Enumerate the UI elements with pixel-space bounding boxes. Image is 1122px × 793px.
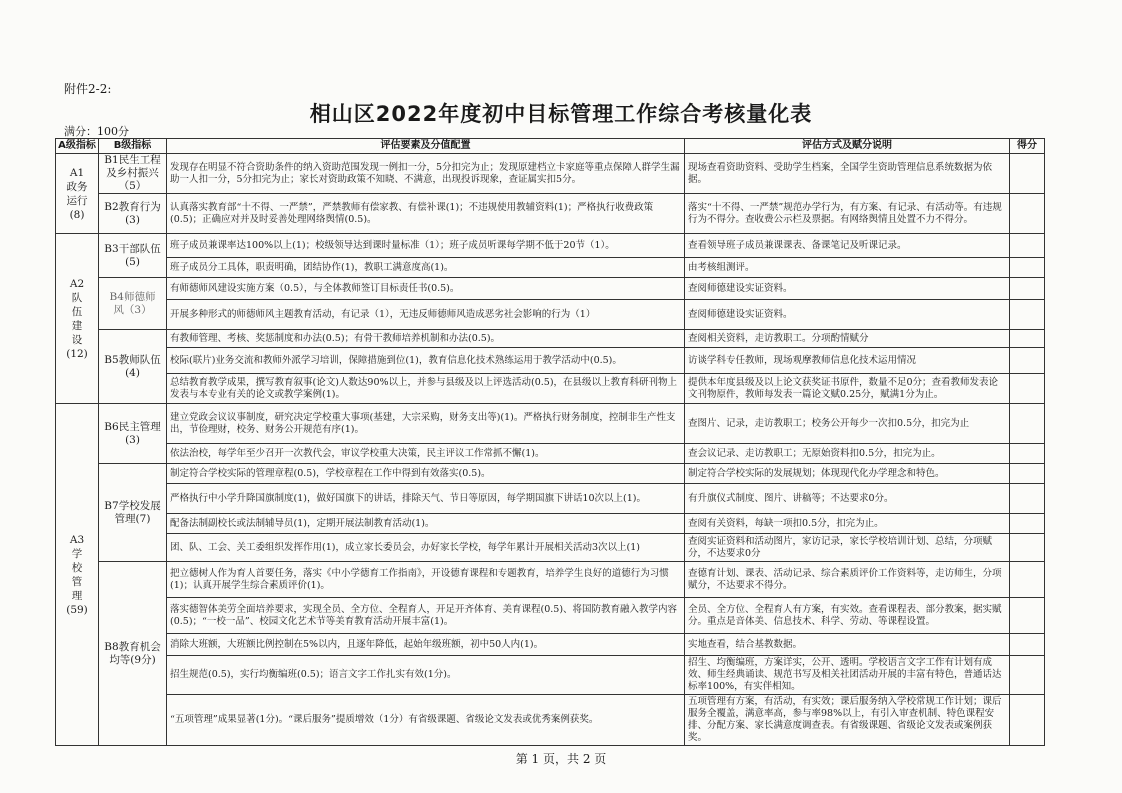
table-row bbox=[56, 695, 1045, 746]
requirement-cell: 班子成员兼课率达100%以上(1)；校级领导达到课时量标准（1）；班子成员听课每学期不低于20节（1）。 bbox=[167, 234, 685, 258]
table-row bbox=[56, 154, 1045, 194]
method-cell: 访谈学科专任教师，现场观摩教师信息化技术运用情况 bbox=[685, 348, 1010, 374]
score-cell bbox=[1010, 330, 1045, 348]
method-cell: 五项管理有方案，有活动，有实效；课后服务纳入学校常规工作计划；课后服务全覆盖，满意率高，参与率98%以上，有引入审查机制、特色课程安排、分配方案、家长满意度调查表。有省级课题、省级论文发表或案例获奖。 bbox=[685, 695, 1010, 746]
header-b-level: B级指标 bbox=[99, 139, 167, 154]
method-cell: 查德育计划、课表、活动记录、综合素质评价工作资料等，走访师生，分项赋分，不达要求不得分。 bbox=[685, 562, 1010, 598]
b-level-cell: B7学校发展 管理(7) bbox=[99, 464, 167, 562]
table-row bbox=[56, 514, 1045, 534]
score-cell bbox=[1010, 404, 1045, 444]
table-row bbox=[56, 634, 1045, 656]
method-cell: 现场查看资助资料、受助学生档案，全国学生资助管理信息系统数据为依据。 bbox=[685, 154, 1010, 194]
method-cell: 查图片、记录，走访教职工；校务公开每少一次扣0.5分，扣完为止 bbox=[685, 404, 1010, 444]
score-cell bbox=[1010, 374, 1045, 404]
a-level-cell: A1 政务 运行 (8) bbox=[56, 154, 99, 234]
method-cell: 查阅师德建设实证资料。 bbox=[685, 300, 1010, 330]
requirement-cell: 建立党政会议议事制度，研究决定学校重大事项(基建，大宗采购，财务支出等)(1)。严格执行财务制度，控制非生产性支出，节俭理财，校务、财务公开规范有序(1)。 bbox=[167, 404, 685, 444]
requirement-cell: 配备法制副校长或法制辅导员(1)，定期开展法制教育活动(1)。 bbox=[167, 514, 685, 534]
requirement-cell: 落实德智体美劳全面培养要求，实现全员、全方位、全程育人，开足开齐体育、美育课程(0.5)、将国防教育融入教学内容(0.5)；“一校一品”、校园文化艺术节等美育教育活动开展丰富(1)。 bbox=[167, 598, 685, 634]
method-cell: 制定符合学校实际的发展规划；体现现代化办学理念和特色。 bbox=[685, 464, 1010, 484]
b-level-cell: B2教育行为 (3) bbox=[99, 194, 167, 234]
score-cell bbox=[1010, 300, 1045, 330]
score-cell bbox=[1010, 695, 1045, 746]
method-cell: 实地查看，结合基教数据。 bbox=[685, 634, 1010, 656]
requirement-cell: 依法治校，每学年至少召开一次教代会，审议学校重大决策，民主评议工作常抓不懈(1)。 bbox=[167, 444, 685, 464]
attachment-label: 附件2-2: bbox=[64, 82, 112, 96]
requirement-cell: 校际(联片)业务交流和教师外派学习培训，保障措施到位(1)，教育信息化技术熟练运用于教学活动中(0.5)。 bbox=[167, 348, 685, 374]
table-row bbox=[56, 656, 1045, 695]
b-level-cell: B4师德师 风（3） bbox=[99, 278, 167, 330]
page-title: 相山区2022年度初中目标管理工作综合考核量化表 bbox=[309, 102, 813, 126]
header-method: 评估方式及赋分说明 bbox=[685, 139, 1010, 154]
method-cell: 查阅师德建设实证资料。 bbox=[685, 278, 1010, 300]
table-row bbox=[56, 598, 1045, 634]
score-cell bbox=[1010, 484, 1045, 514]
table-row bbox=[56, 194, 1045, 234]
score-cell bbox=[1010, 562, 1045, 598]
score-cell bbox=[1010, 194, 1045, 234]
method-cell: 查会议记录、走访教职工；无原始资料扣0.5分，扣完为止。 bbox=[685, 444, 1010, 464]
b-level-cell: B3干部队伍 (5) bbox=[99, 234, 167, 278]
table-row bbox=[56, 348, 1045, 374]
assessment-table bbox=[55, 138, 1045, 746]
table-row bbox=[56, 484, 1045, 514]
table-row bbox=[56, 300, 1045, 330]
score-cell bbox=[1010, 278, 1045, 300]
requirement-cell: 开展多种形式的师德师风主题教育活动，有记录（1），无违反师德师风造成恶劣社会影响的行为（1） bbox=[167, 300, 685, 330]
score-cell bbox=[1010, 444, 1045, 464]
table-row bbox=[56, 534, 1045, 562]
method-cell: 查看领导班子成员兼课课表、备课笔记及听课记录。 bbox=[685, 234, 1010, 258]
full-score-label: 满分：100分 bbox=[64, 125, 129, 138]
method-cell: 招生、均衡编班，方案详实，公开、透明。学校语言文字工作有计划有成效、师生经典诵读、规范书写及相关社团活动开展的丰富有特色，普通话达标率100%，有实伴相知。 bbox=[685, 656, 1010, 695]
method-cell: 查阅相关资料，走访教职工。分项酌情赋分 bbox=[685, 330, 1010, 348]
table-row bbox=[56, 562, 1045, 598]
requirement-cell: “五项管理”成果显著(1分)。“课后服务”提质增效（1分）有省级课题、省级论文发表或优秀案例获奖。 bbox=[167, 695, 685, 746]
table-row bbox=[56, 444, 1045, 464]
score-cell bbox=[1010, 598, 1045, 634]
requirement-cell: 有师德师风建设实施方案（0.5），与全体教师签订目标责任书(0.5)。 bbox=[167, 278, 685, 300]
requirement-cell: 总结教育教学成果，撰写教育叙事(论文)人数达90%以上，并参与县级及以上评选活动(0.5)，在县级以上教育科研刊物上发表与本专业有关的论文或教学案例(1)。 bbox=[167, 374, 685, 404]
table-row bbox=[56, 278, 1045, 300]
b-level-cell: B1民生工程 及乡村振兴 （5） bbox=[99, 154, 167, 194]
method-cell: 提供本年度县级及以上论文获奖证书原件，数量不足0分；查看教师发表论文刊物原件，教师每发表一篇论文赋0.25分，赋满1分为止。 bbox=[685, 374, 1010, 404]
method-cell: 全员、全方位、全程育人有方案，有实效。查看课程表、部分教案，据实赋分。重点是音体美、信息技术、科学、劳动、等课程设置。 bbox=[685, 598, 1010, 634]
requirement-cell: 班子成员分工具体，职责明确，团结协作(1)，教职工满意度高(1)。 bbox=[167, 258, 685, 278]
page-footer: 第 1 页，共 2 页 bbox=[515, 752, 607, 766]
b-level-cell: B8教育机会 均等(9分) bbox=[99, 562, 167, 746]
requirement-cell: 消除大班额，大班额比例控制在5%以内，且逐年降低，起始年级班额，初中50人内(1)。 bbox=[167, 634, 685, 656]
requirement-cell: 发现存在明显不符合资助条件的纳入资助范围发现一例扣一分，5分扣完为止；发现原建档立卡家庭等重点保障人群学生漏助一人扣一分，5分扣完为止；家长对资助政策不知晓、不满意，出现投诉现象，查证属实扣5分。 bbox=[167, 154, 685, 194]
requirement-cell: 把立德树人作为育人首要任务，落实《中小学德育工作指南》，开设德育课程和专题教育，培养学生良好的道德行为习惯(1)；认真开展学生综合素质评价(1)。 bbox=[167, 562, 685, 598]
method-cell: 查阅有关资料，每缺一项扣0.5分，扣完为止。 bbox=[685, 514, 1010, 534]
method-cell: 有升旗仪式制度、图片、讲稿等；不达要求0分。 bbox=[685, 484, 1010, 514]
requirement-cell: 认真落实教育部“十不得、一严禁”，严禁教师有偿家教、有偿补课(1)；不违规使用教辅资料(1)；严格执行收费政策(0.5)；正确应对并及时妥善处理网络舆情(0.5)。 bbox=[167, 194, 685, 234]
a-level-cell: A2 队 伍 建 设 (12) bbox=[56, 234, 99, 404]
table-header-row bbox=[56, 139, 1045, 154]
score-cell bbox=[1010, 656, 1045, 695]
score-cell bbox=[1010, 258, 1045, 278]
score-cell bbox=[1010, 514, 1045, 534]
requirement-cell: 严格执行中小学升降国旗制度(1)，做好国旗下的讲话，排除天气、节日等原因，每学期国旗下讲话10次以上(1)。 bbox=[167, 484, 685, 514]
score-cell bbox=[1010, 534, 1045, 562]
method-cell: 查阅实证资料和活动图片，家访记录，家长学校培训计划、总结，分项赋分，不达要求0分 bbox=[685, 534, 1010, 562]
header-score: 得分 bbox=[1010, 139, 1045, 154]
header-a-level: A级指标 bbox=[56, 139, 99, 154]
score-cell bbox=[1010, 634, 1045, 656]
table-row bbox=[56, 258, 1045, 278]
table-row bbox=[56, 464, 1045, 484]
a-level-cell: A3 学 校 管 理 (59) bbox=[56, 404, 99, 746]
requirement-cell: 制定符合学校实际的管理章程(0.5)，学校章程在工作中得到有效落实(0.5)。 bbox=[167, 464, 685, 484]
score-cell bbox=[1010, 464, 1045, 484]
requirement-cell: 招生规范(0.5)，实行均衡编班(0.5)；语言文字工作扎实有效(1分)。 bbox=[167, 656, 685, 695]
header-requirements: 评估要素及分值配置 bbox=[167, 139, 685, 154]
method-cell: 落实“十不得、一严禁”规范办学行为，有方案、有记录、有活动等。有违规行为不得分。查收费公示栏及票据。有网络舆情且处置不力不得分。 bbox=[685, 194, 1010, 234]
table-row bbox=[56, 234, 1045, 258]
table-row bbox=[56, 330, 1045, 348]
table-row bbox=[56, 374, 1045, 404]
table-row bbox=[56, 404, 1045, 444]
b-level-cell: B6民主管理 (3) bbox=[99, 404, 167, 464]
requirement-cell: 有教师管理、考核、奖惩制度和办法(0.5)；有骨干教师培养机制和办法(0.5)。 bbox=[167, 330, 685, 348]
score-cell bbox=[1010, 348, 1045, 374]
score-cell bbox=[1010, 154, 1045, 194]
score-cell bbox=[1010, 234, 1045, 258]
method-cell: 由考核组测评。 bbox=[685, 258, 1010, 278]
requirement-cell: 团、队、工会、关工委组织发挥作用(1)，成立家长委员会，办好家长学校，每学年累计开展相关活动3次以上(1) bbox=[167, 534, 685, 562]
b-level-cell: B5教师队伍 (4) bbox=[99, 330, 167, 404]
